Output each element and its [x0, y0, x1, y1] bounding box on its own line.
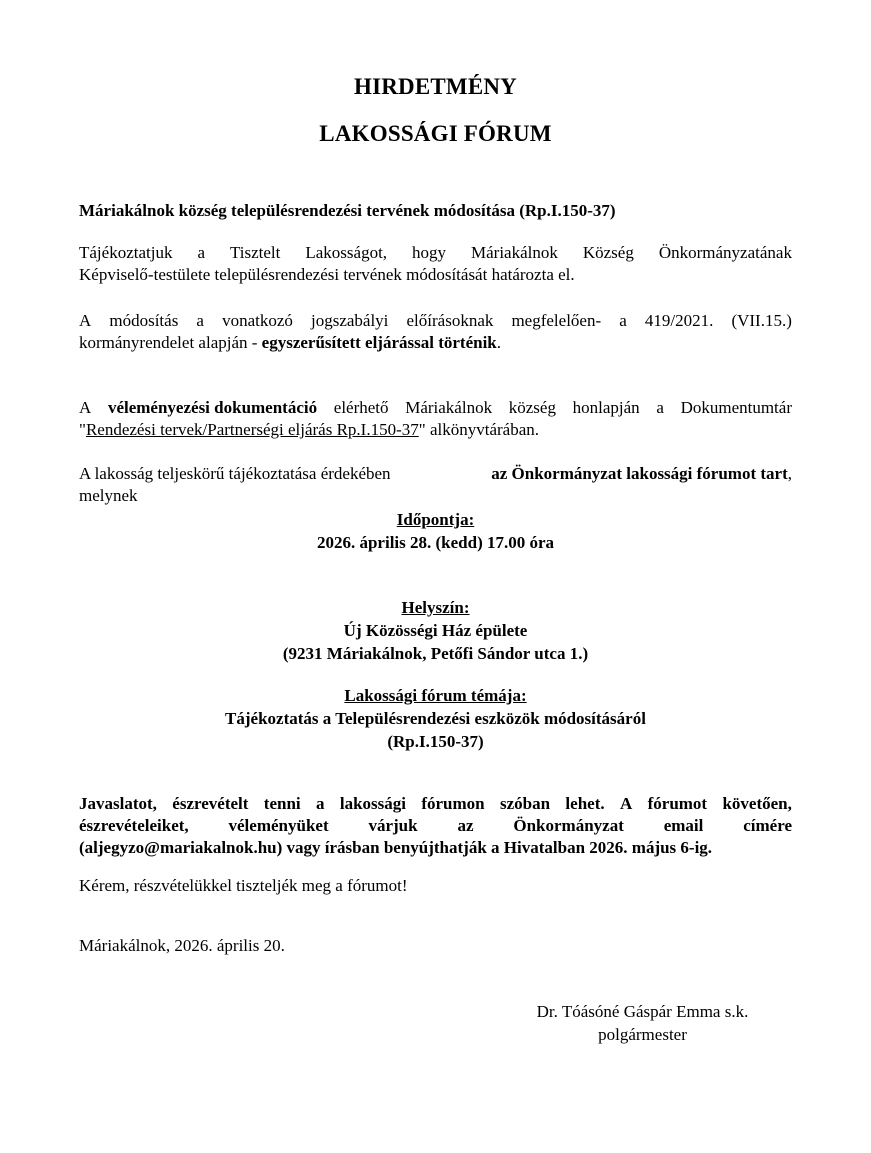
word: elérhető [333, 398, 389, 417]
documentation-quote-open: " [79, 420, 86, 439]
word: Máriakálnok [471, 243, 558, 262]
word: fórumon [421, 794, 485, 813]
word: Lakosságot, [305, 243, 388, 262]
paragraph-procedure-line2 [79, 332, 792, 354]
time-value: 2026. április 28. (kedd) 17.00 óra [316, 533, 555, 552]
signature-name: Dr. Tóásóné Gáspár Emma s.k. [536, 1002, 749, 1021]
request-text: Kérem, részvételükkel tiszteljék meg a fórumot! [79, 876, 408, 895]
word: A [619, 794, 633, 813]
word: Önkormányzatának [658, 243, 792, 262]
paragraph-documentation [79, 397, 792, 441]
word: lehet. [565, 794, 605, 813]
documentation-emphasis: véleményezési dokumentáció [107, 398, 318, 417]
word: a [197, 243, 205, 262]
word: követően, [722, 794, 792, 813]
word: vonatkozó [222, 311, 293, 330]
word: módosítás [109, 311, 179, 330]
paragraph-documentation-line1 [79, 397, 792, 419]
word: az [457, 816, 474, 835]
topic-line2: (Rp.I.150-37) [387, 732, 484, 751]
paragraph-forum-line1 [79, 463, 792, 485]
procedure-emphasis: egyszerűsített eljárással történik [261, 333, 497, 352]
paragraph-request [79, 875, 792, 897]
subject-text: Máriakálnok község településrendezési tervének módosítása (Rp.I.150-37) [79, 201, 616, 220]
word: (VII.15.) [731, 311, 792, 330]
word: észrevételt [172, 794, 249, 813]
word: a [196, 311, 204, 330]
word: Dokumentumtár [680, 398, 792, 417]
paragraph-documentation-line2 [79, 419, 792, 441]
topic-section [0, 684, 871, 753]
time-label: Időpontja: [396, 510, 475, 529]
paragraph-forum [79, 463, 792, 507]
word: a [619, 311, 627, 330]
forum-emphasis-wrap [491, 463, 792, 485]
word: email [663, 816, 704, 835]
word: a [315, 794, 325, 813]
place-date [79, 935, 792, 957]
document-subtitle: LAKOSSÁGI FÓRUM [319, 121, 552, 146]
word: lakossági [339, 794, 406, 813]
paragraph-procedure-line1 [79, 310, 792, 332]
word: honlapján [572, 398, 640, 417]
word: címére [743, 816, 792, 835]
word: előírásoknak [406, 311, 494, 330]
topic-line1: Tájékoztatás a Településrendezési eszközök módosításáról [225, 709, 646, 728]
paragraph-intro-line2: Képviselő-testülete településrendezési tervének módosítását határozta el. [79, 265, 575, 284]
paragraph-intro-line1 [79, 242, 792, 264]
paragraph-comments-line2 [79, 815, 792, 837]
subject-line [79, 200, 792, 222]
word: A [79, 311, 92, 330]
topic-label: Lakossági fórum témája: [344, 686, 527, 705]
documentation-prefix: A [79, 398, 92, 417]
signature-role: polgármester [598, 1025, 687, 1044]
word: véleményüket [228, 816, 329, 835]
word: szóban [499, 794, 551, 813]
place-section [0, 596, 871, 665]
documentation-line2-rest: " alkönyvtárában. [418, 420, 539, 439]
document-title: HIRDETMÉNY [353, 74, 517, 99]
word: várjuk [368, 816, 418, 835]
word: község [508, 398, 556, 417]
paragraph-intro [79, 242, 792, 286]
signature-block [500, 1000, 785, 1046]
word: Tisztelt [229, 243, 281, 262]
word: Község [582, 243, 634, 262]
word: 419/2021. [644, 311, 714, 330]
place-line2: (9231 Máriakálnok, Petőfi Sándor utca 1.) [282, 644, 589, 663]
word: Máriakálnok [405, 398, 493, 417]
paragraph-comments-line1 [79, 793, 792, 815]
documentation-folder-link[interactable]: Rendezési tervek/Partnerségi eljárás Rp.I.150-37 [85, 420, 419, 439]
place-line1: Új Közösségi Ház épülete [343, 621, 528, 640]
paragraph-procedure [79, 310, 792, 354]
word: Önkormányzat [513, 816, 624, 835]
word: Javaslatot, [79, 794, 157, 813]
word: megfelelően- [511, 311, 602, 330]
paragraph-comments-line3: (aljegyzo@mariakalnok.hu) vagy írásban benyújthatják a Hivatalban 2026. május 6-ig. [79, 838, 713, 857]
word: jogszabályi [310, 311, 389, 330]
word: észrevételeiket, [79, 816, 189, 835]
forum-suffix: , [787, 464, 792, 483]
paragraph-comments [79, 793, 792, 859]
place-label: Helyszín: [401, 598, 470, 617]
word: tenni [263, 794, 301, 813]
procedure-suffix: . [496, 333, 502, 352]
time-section [0, 508, 871, 554]
place-date-text: Máriakálnok, 2026. április 20. [79, 936, 285, 955]
paragraph-forum-line2: melynek [79, 486, 138, 505]
word: a [656, 398, 664, 417]
word: Tájékoztatjuk [79, 243, 173, 262]
word: fórumot [647, 794, 708, 813]
word: hogy [412, 243, 447, 262]
forum-prefix: A lakosság teljeskörű tájékoztatása érdekében [79, 464, 391, 483]
forum-emphasis: az Önkormányzat lakossági fórumot tart [491, 464, 788, 483]
procedure-prefix: kormányrendelet alapján - [79, 333, 262, 352]
